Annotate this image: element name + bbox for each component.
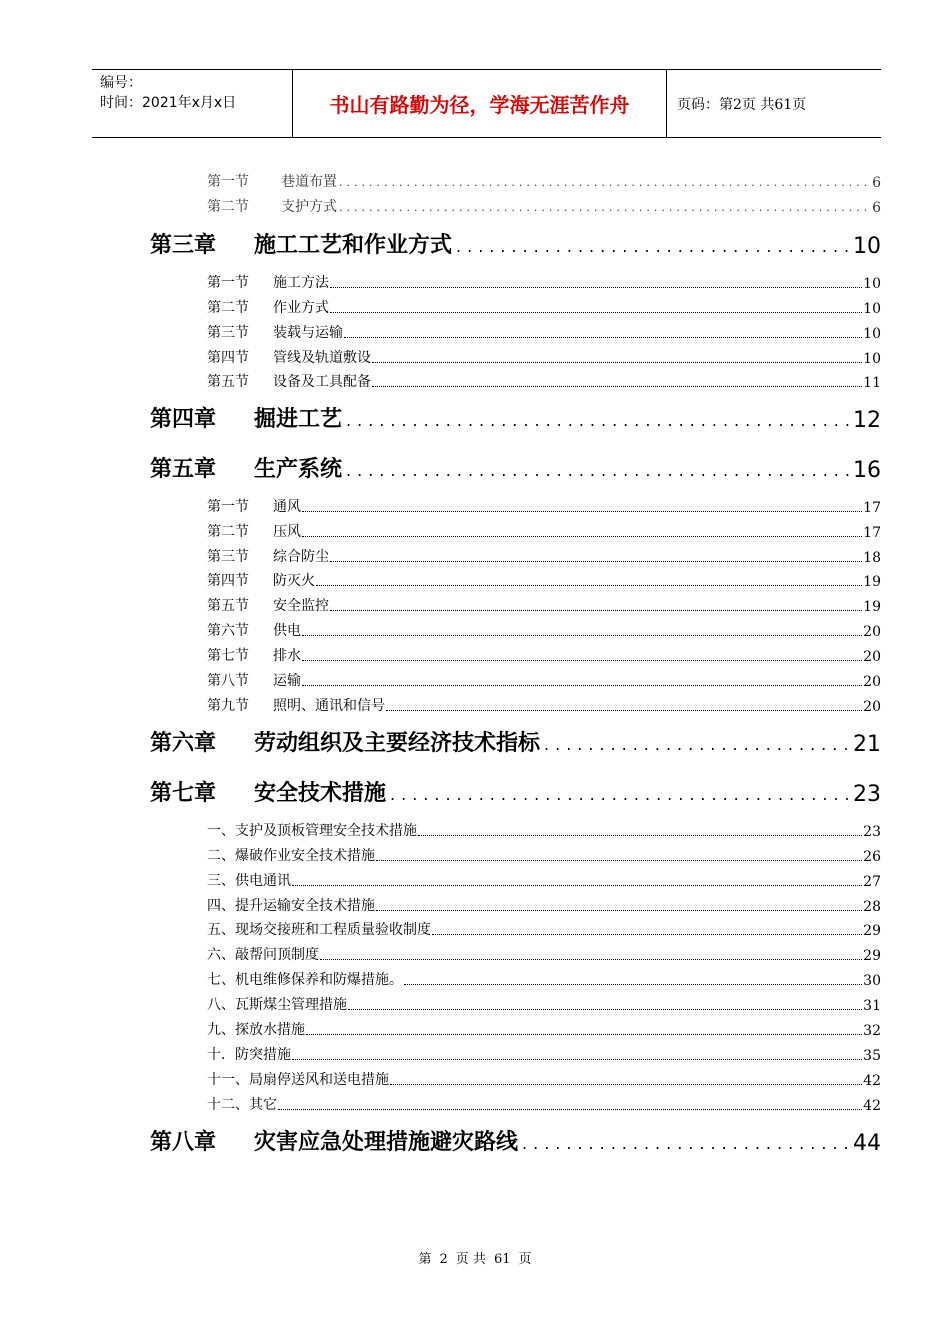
toc-page-number: 20 xyxy=(863,624,881,640)
toc-dot-leader xyxy=(348,1008,862,1010)
toc-entry-number: 第五节 xyxy=(207,598,249,614)
toc-dot-leader xyxy=(390,1083,862,1085)
toc-page-number: 26 xyxy=(863,849,881,865)
toc-page-number: 23 xyxy=(853,782,881,807)
toc-page-number: 11 xyxy=(863,375,881,391)
toc-entry-title: 作业方式 xyxy=(273,300,329,316)
toc-chapter-entry[interactable] xyxy=(150,403,881,433)
header-left-cell xyxy=(92,70,292,137)
toc-entry-number: 第二节 xyxy=(207,300,249,316)
toc-dot-leader xyxy=(330,609,862,611)
toc-entry-number: 第四节 xyxy=(207,350,249,366)
toc-entry-title: 掘进工艺 xyxy=(254,407,343,432)
toc-dot-leader xyxy=(339,201,870,214)
toc-page-number: 32 xyxy=(863,1023,881,1039)
toc-entry-title: 三、供电通讯 xyxy=(207,873,291,889)
toc-dot-leader xyxy=(432,933,862,935)
toc-section-entry[interactable] xyxy=(207,670,881,690)
toc-entry-number: 第四节 xyxy=(207,573,249,589)
toc-entry-title: 十二、其它 xyxy=(207,1097,277,1113)
toc-entry-title: 支护方式 xyxy=(281,199,337,215)
toc-entry-title: 供电 xyxy=(273,623,301,639)
toc-page-number: 42 xyxy=(863,1073,881,1089)
toc-entry-number: 第二节 xyxy=(207,524,249,540)
toc-section-entry[interactable] xyxy=(207,171,881,191)
toc-section-entry[interactable] xyxy=(207,944,881,964)
toc-section-entry[interactable] xyxy=(207,870,881,890)
toc-page-number: 17 xyxy=(863,500,881,516)
toc-entry-number: 第八节 xyxy=(207,673,249,689)
toc-page-number: 44 xyxy=(853,1131,881,1156)
toc-dot-leader xyxy=(339,176,870,189)
page-footer xyxy=(0,1248,950,1267)
toc-page-number: 6 xyxy=(872,200,881,216)
toc-section-entry[interactable] xyxy=(207,595,881,615)
toc-dot-leader xyxy=(330,311,862,313)
toc-entry-title: 四、提升运输安全技术措施 xyxy=(207,898,375,914)
footer-total-pages: 61 xyxy=(493,1252,511,1267)
toc-chapter-entry[interactable] xyxy=(150,727,881,757)
toc-entry-number: 第二节 xyxy=(207,199,249,215)
toc-section-entry[interactable] xyxy=(207,297,881,317)
toc-dot-leader xyxy=(330,286,862,288)
toc-page-number: 31 xyxy=(863,998,881,1014)
toc-page-number: 12 xyxy=(853,408,881,433)
toc-dot-leader xyxy=(320,958,862,960)
toc-entry-title: 防灭火 xyxy=(273,573,315,589)
toc-entry-title: 施工工艺和作业方式 xyxy=(254,233,453,258)
footer-prefix: 第 xyxy=(418,1252,432,1267)
toc-page-number: 21 xyxy=(853,732,881,757)
toc-entry-title: 六、敲帮问顶制度 xyxy=(207,947,319,963)
toc-entry-title: 十．防突措施 xyxy=(207,1047,291,1063)
toc-section-entry[interactable] xyxy=(207,895,881,915)
toc-entry-title: 七、机电维修保养和防爆措施。 xyxy=(207,972,403,988)
toc-entry-number: 第一节 xyxy=(207,174,249,190)
toc-entry-number: 第六节 xyxy=(207,623,249,639)
toc-section-entry[interactable] xyxy=(207,1094,881,1114)
toc-entry-number: 第三节 xyxy=(207,325,249,341)
toc-page-number: 10 xyxy=(863,301,881,317)
toc-dot-leader xyxy=(522,1136,849,1152)
footer-middle: 页 共 xyxy=(455,1252,486,1267)
toc-dot-leader xyxy=(544,737,849,753)
toc-section-entry[interactable] xyxy=(207,1019,881,1039)
toc-dot-leader xyxy=(404,983,862,985)
toc-entry-title: 安全监控 xyxy=(273,598,329,614)
toc-section-entry[interactable] xyxy=(207,1044,881,1064)
toc-entry-number: 第一节 xyxy=(207,275,249,291)
toc-entry-title: 通风 xyxy=(273,499,301,515)
toc-section-entry[interactable] xyxy=(207,347,881,367)
header-motto: 书山有路勤为径，学海无涯苦作舟 xyxy=(292,70,667,137)
toc-section-entry[interactable] xyxy=(207,322,881,342)
toc-page-number: 17 xyxy=(863,525,881,541)
toc-dot-leader xyxy=(418,834,862,836)
toc-entry-title: 九、探放水措施 xyxy=(207,1022,305,1038)
toc-dot-leader xyxy=(278,1108,862,1110)
toc-dot-leader xyxy=(302,535,862,537)
toc-dot-leader xyxy=(292,884,862,886)
toc-entry-title: 装载与运输 xyxy=(273,325,343,341)
toc-page-number: 28 xyxy=(863,899,881,915)
toc-entry-title: 安全技术措施 xyxy=(254,781,387,806)
toc-page-number: 29 xyxy=(863,948,881,964)
toc-dot-leader xyxy=(376,909,862,911)
toc-page-number: 20 xyxy=(863,699,881,715)
toc-dot-leader xyxy=(302,634,862,636)
toc-entry-title: 照明、通讯和信号 xyxy=(273,698,385,714)
toc-entry-title: 灾害应急处理措施避灾路线 xyxy=(254,1130,519,1155)
toc-chapter-entry[interactable] xyxy=(150,453,881,483)
toc-dot-leader xyxy=(390,787,849,803)
toc-entry-title: 管线及轨道敷设 xyxy=(273,350,371,366)
toc-section-entry[interactable] xyxy=(207,620,881,640)
toc-dot-leader xyxy=(372,361,862,363)
toc-dot-leader xyxy=(330,560,862,562)
toc-section-entry[interactable] xyxy=(207,546,881,566)
toc-page-number: 6 xyxy=(872,175,881,191)
toc-entry-title: 施工方法 xyxy=(273,275,329,291)
toc-entry-title: 巷道布置 xyxy=(281,174,337,190)
toc-page-number: 19 xyxy=(863,599,881,615)
toc-entry-title: 排水 xyxy=(273,648,301,664)
toc-entry-number: 第三节 xyxy=(207,549,249,565)
toc-entry-number: 第八章 xyxy=(150,1130,217,1155)
toc-dot-leader xyxy=(302,659,862,661)
toc-section-entry[interactable] xyxy=(207,919,881,939)
toc-page-number: 30 xyxy=(863,973,881,989)
toc-entry-title: 八、瓦斯煤尘管理措施 xyxy=(207,997,347,1013)
toc-section-entry[interactable] xyxy=(207,695,881,715)
toc-section-entry[interactable] xyxy=(207,969,881,989)
toc-entry-title: 五、现场交接班和工程质量验收制度 xyxy=(207,922,431,938)
toc-section-entry[interactable] xyxy=(207,196,881,216)
toc-dot-leader xyxy=(386,709,862,711)
toc-page-number: 20 xyxy=(863,649,881,665)
toc-entry-number: 第九节 xyxy=(207,698,249,714)
toc-entry-title: 运输 xyxy=(273,673,301,689)
toc-section-entry[interactable] xyxy=(207,496,881,516)
toc-section-entry[interactable] xyxy=(207,645,881,665)
toc-entry-title: 综合防尘 xyxy=(273,549,329,565)
toc-dot-leader xyxy=(372,385,862,387)
toc-entry-number: 第五章 xyxy=(150,457,217,482)
toc-entry-title: 生产系统 xyxy=(254,457,343,482)
toc-page-number: 19 xyxy=(863,574,881,590)
toc-page-number: 18 xyxy=(863,550,881,566)
page-header xyxy=(92,69,881,138)
toc-chapter-entry[interactable] xyxy=(150,777,881,807)
toc-entry-number: 第六章 xyxy=(150,731,217,756)
toc-dot-leader xyxy=(302,684,862,686)
toc-page-number: 27 xyxy=(863,874,881,890)
toc-dot-leader xyxy=(346,413,849,429)
toc-entry-number: 第一节 xyxy=(207,499,249,515)
toc-page-number: 10 xyxy=(863,276,881,292)
toc-page-number: 16 xyxy=(853,458,881,483)
toc-section-entry[interactable] xyxy=(207,521,881,541)
toc-dot-leader xyxy=(306,1033,862,1035)
toc-entry-title: 压风 xyxy=(273,524,301,540)
toc-dot-leader xyxy=(316,584,862,586)
toc-dot-leader xyxy=(376,859,862,861)
toc-page-number: 23 xyxy=(863,824,881,840)
toc-dot-leader xyxy=(346,463,849,479)
toc-entry-number: 第四章 xyxy=(150,407,217,432)
toc-entry-number: 第三章 xyxy=(150,233,217,258)
toc-page-number: 20 xyxy=(863,674,881,690)
document-time-label: 时间：2021年x月x日 xyxy=(100,95,237,111)
toc-dot-leader xyxy=(302,510,862,512)
footer-page-number: 2 xyxy=(439,1252,448,1267)
toc-entry-title: 一、支护及顶板管理安全技术措施 xyxy=(207,823,417,839)
toc-entry-number: 第七节 xyxy=(207,648,249,664)
toc-dot-leader xyxy=(292,1058,862,1060)
toc-chapter-entry[interactable] xyxy=(150,229,881,259)
toc-dot-leader xyxy=(344,336,862,338)
toc-section-entry[interactable] xyxy=(207,845,881,865)
toc-section-entry[interactable] xyxy=(207,371,881,391)
toc-section-entry[interactable] xyxy=(207,272,881,292)
toc-section-entry[interactable] xyxy=(207,994,881,1014)
toc-entry-title: 十一、局扇停送风和送电措施 xyxy=(207,1072,389,1088)
header-page-info: 页码：第2页 共61页 xyxy=(677,96,807,113)
toc-entry-number: 第五节 xyxy=(207,374,249,390)
toc-entry-title: 二、爆破作业安全技术措施 xyxy=(207,848,375,864)
footer-suffix: 页 xyxy=(518,1252,532,1267)
toc-page-number: 35 xyxy=(863,1048,881,1064)
toc-section-entry[interactable] xyxy=(207,1069,881,1089)
toc-page-number: 10 xyxy=(863,326,881,342)
toc-chapter-entry[interactable] xyxy=(150,1126,881,1156)
toc-page-number: 10 xyxy=(853,234,881,259)
toc-page-number: 29 xyxy=(863,923,881,939)
toc-page-number: 10 xyxy=(863,351,881,367)
toc-section-entry[interactable] xyxy=(207,570,881,590)
toc-section-entry[interactable] xyxy=(207,820,881,840)
toc-page-number: 42 xyxy=(863,1098,881,1114)
toc-entry-title: 劳动组织及主要经济技术指标 xyxy=(254,731,541,756)
document-number-label: 编号： xyxy=(100,75,142,91)
toc-dot-leader xyxy=(456,239,849,255)
toc-entry-number: 第七章 xyxy=(150,781,217,806)
toc-entry-title: 设备及工具配备 xyxy=(273,374,371,390)
